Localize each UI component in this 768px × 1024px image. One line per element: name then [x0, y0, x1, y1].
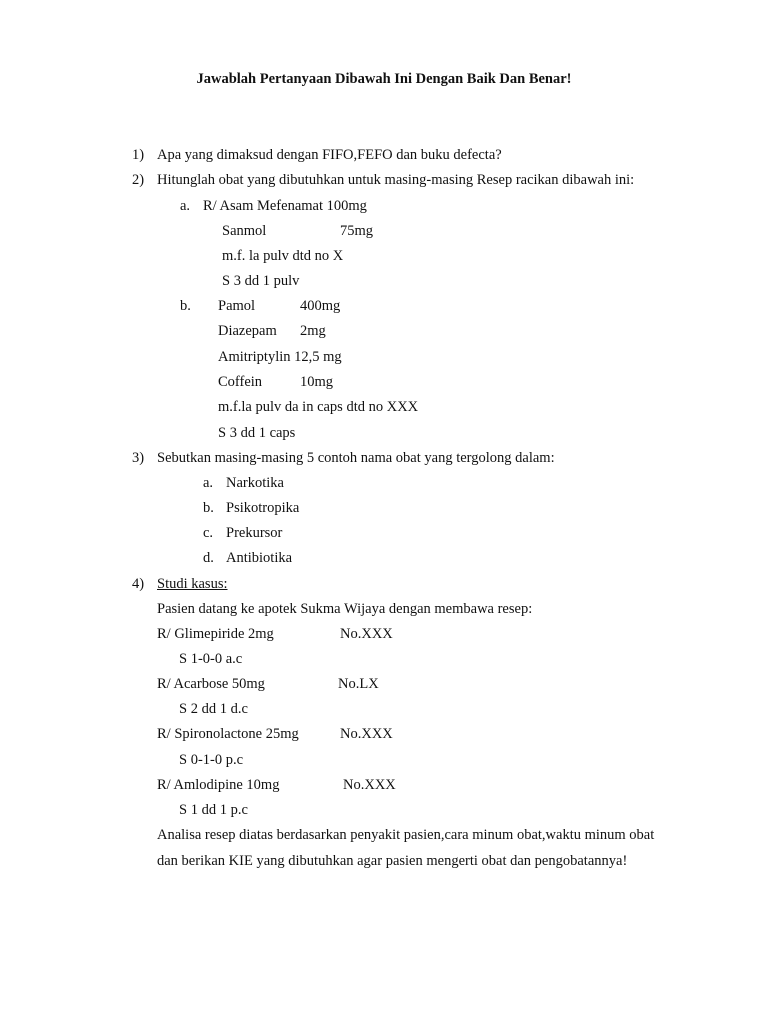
- q2-text: Hitunglah obat yang dibutuhkan untuk masing-masing Resep racikan dibawah ini:: [157, 172, 635, 188]
- prescription-sig: S 0-1-0 p.c: [179, 752, 244, 768]
- page-title: Jawablah Pertanyaan Dibawah Ini Dengan Baik Dan Benar!: [196, 71, 572, 87]
- q3-number: 3): [132, 450, 145, 466]
- q4-intro: Pasien datang ke apotek Sukma Wijaya dengan membawa resep:: [157, 601, 533, 617]
- q3-text: Sebutkan masing-masing 5 contoh nama obat yang tergolong dalam:: [157, 450, 555, 466]
- prescription-drug: R/ Glimepiride 2mg: [157, 626, 274, 642]
- q3-item-label: Psikotropika: [226, 500, 300, 516]
- q4-heading: Studi kasus:: [157, 576, 228, 592]
- q2b-line: Amitriptylin 12,5 mg: [218, 349, 342, 365]
- q2a-ingredient: Sanmol: [222, 223, 267, 239]
- q2b-dose: 10mg: [300, 374, 334, 390]
- prescription-sig: S 1 dd 1 p.c: [179, 802, 248, 818]
- q2b-line: S 3 dd 1 caps: [218, 425, 296, 441]
- q3-item-marker: b.: [203, 500, 214, 516]
- q3-item-label: Narkotika: [226, 475, 284, 491]
- q4-number: 4): [132, 576, 145, 592]
- q2b-ingredient: Diazepam: [218, 323, 277, 339]
- prescription-drug: R/ Amlodipine 10mg: [157, 777, 280, 793]
- q2b-ingredient: Coffein: [218, 374, 263, 390]
- prescription-qty: No.XXX: [340, 726, 393, 742]
- q4-closing-line: dan berikan KIE yang dibutuhkan agar pasien mengerti obat dan pengobatannya!: [157, 853, 628, 869]
- q2a-line: m.f. la pulv dtd no X: [222, 248, 344, 264]
- prescription-drug: R/ Acarbose 50mg: [157, 676, 265, 692]
- q3-item-label: Prekursor: [226, 525, 283, 541]
- q2b-line: m.f.la pulv da in caps dtd no XXX: [218, 399, 419, 415]
- q2a-line: R/ Asam Mefenamat 100mg: [203, 198, 367, 214]
- prescription-drug: R/ Spironolactone 25mg: [157, 726, 299, 742]
- q2a-dose: 75mg: [340, 223, 374, 239]
- q3-item-label: Antibiotika: [226, 550, 293, 566]
- prescription-qty: No.XXX: [343, 777, 396, 793]
- prescription-qty: No.XXX: [340, 626, 393, 642]
- q2b-marker: b.: [180, 298, 191, 314]
- q4-closing-line: Analisa resep diatas berdasarkan penyakit pasien,cara minum obat,waktu minum obat: [157, 827, 655, 843]
- q2b-dose: 400mg: [300, 298, 341, 314]
- prescription-sig: S 2 dd 1 d.c: [179, 701, 248, 717]
- q2b-ingredient: Pamol: [218, 298, 256, 314]
- prescription-sig: S 1-0-0 a.c: [179, 651, 243, 667]
- q2-number: 2): [132, 172, 145, 188]
- q2a-line: S 3 dd 1 pulv: [222, 273, 300, 289]
- q1-number: 1): [132, 147, 145, 163]
- prescription-qty: No.LX: [338, 676, 379, 692]
- q1-text: Apa yang dimaksud dengan FIFO,FEFO dan buku defecta?: [157, 147, 502, 163]
- q2b-dose: 2mg: [300, 323, 326, 339]
- q3-item-marker: c.: [203, 525, 214, 541]
- q2a-marker: a.: [180, 198, 191, 214]
- q3-item-marker: d.: [203, 550, 214, 566]
- q3-item-marker: a.: [203, 475, 214, 491]
